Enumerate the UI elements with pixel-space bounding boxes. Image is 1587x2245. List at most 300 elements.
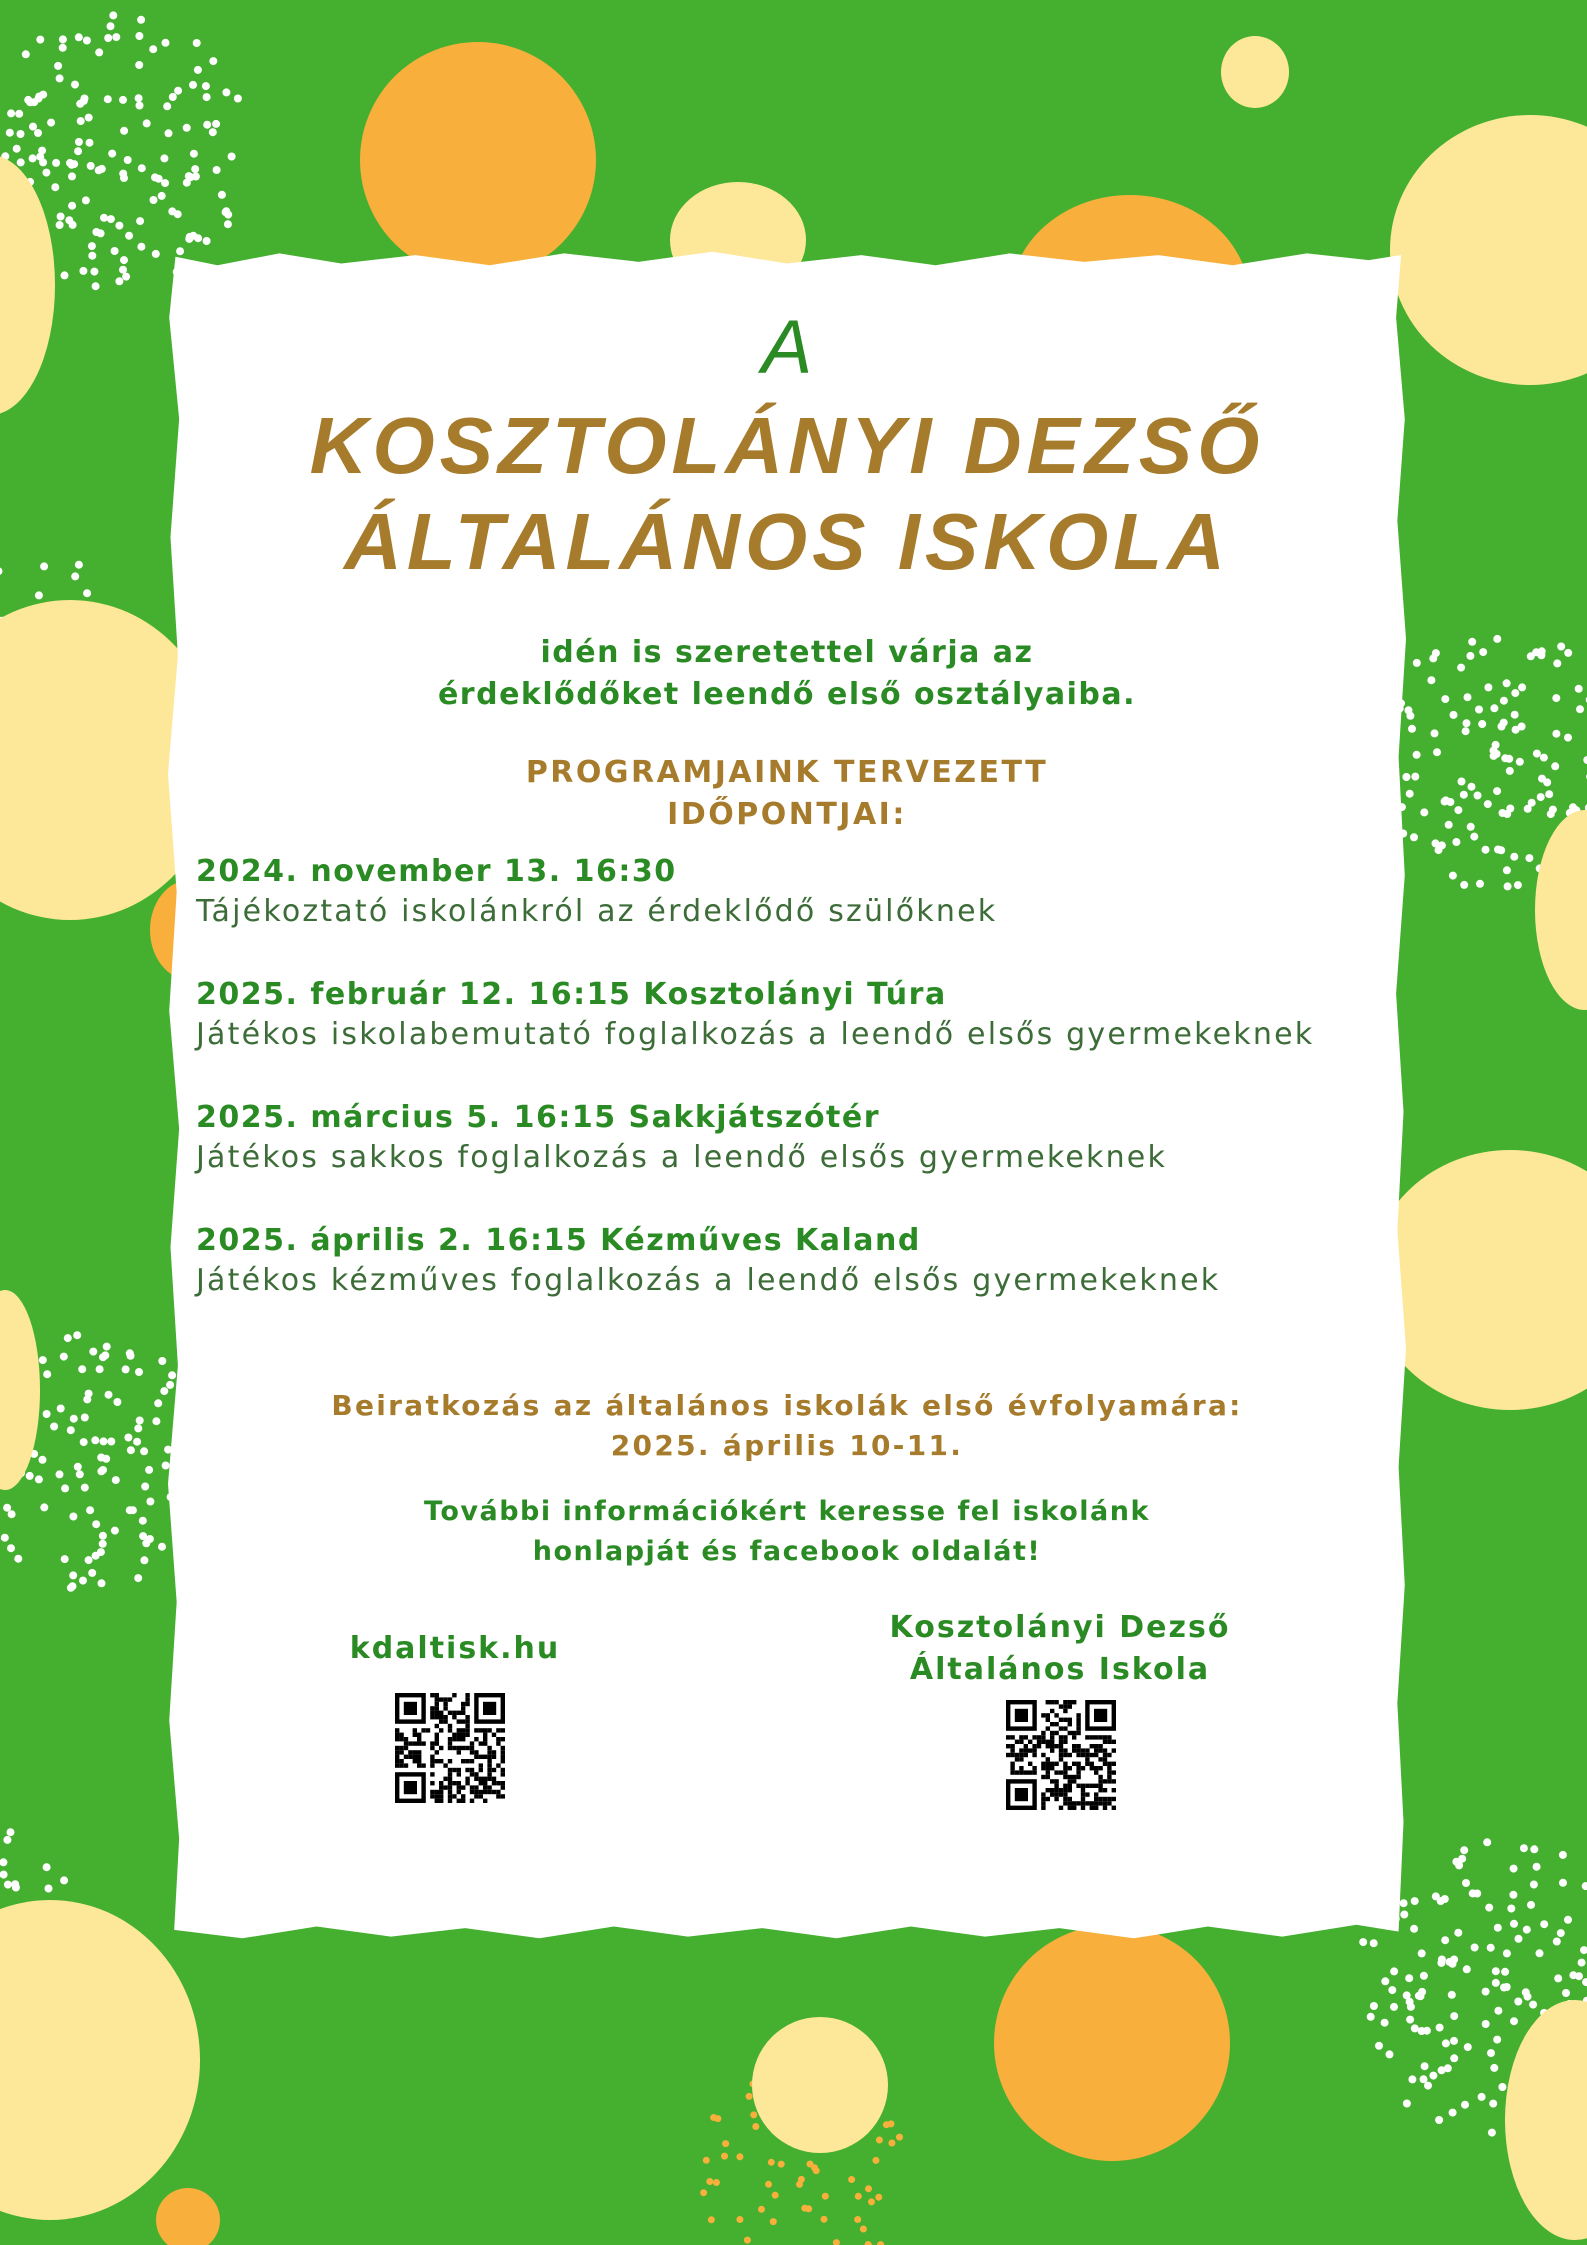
decorative-dot xyxy=(1515,1935,1523,1943)
decorative-dot xyxy=(1492,1967,1500,1975)
decorative-dot xyxy=(3,1836,11,1844)
facebook-label[interactable] xyxy=(840,1607,1280,1691)
decorative-dot xyxy=(1533,1863,1541,1871)
decorative-dot xyxy=(209,128,217,136)
decorative-dot xyxy=(1432,839,1440,847)
decorative-dot xyxy=(83,1395,91,1403)
decorative-dot xyxy=(105,1391,113,1399)
decorative-dot xyxy=(1441,1895,1449,1903)
decorative-dot xyxy=(1417,1992,1425,2000)
decorative-dot xyxy=(54,62,62,70)
event-item xyxy=(196,852,1386,932)
facebook-name-line2[interactable]: Általános Iskola xyxy=(909,1652,1211,1687)
decorative-dot xyxy=(34,129,42,137)
decorative-dot xyxy=(1487,1944,1495,1952)
decorative-dot xyxy=(35,1475,43,1483)
decorative-dot xyxy=(1464,693,1472,701)
decorative-dot xyxy=(158,192,166,200)
decorative-dot xyxy=(135,1368,143,1376)
decorative-dot xyxy=(8,1510,16,1518)
decorative-dot xyxy=(64,1334,72,1342)
decorative-dot xyxy=(1484,800,1492,808)
decorative-dot xyxy=(1444,2064,1452,2072)
website-qr-code[interactable] xyxy=(395,1693,505,1803)
intro-line1: idén is szeretettel várja az xyxy=(540,635,1034,670)
decorative-dot xyxy=(1512,726,1520,734)
decorative-dot xyxy=(39,1356,47,1364)
decorative-dot xyxy=(92,1520,100,1528)
decorative-dot xyxy=(85,114,93,122)
decorative-dot xyxy=(96,1365,104,1373)
decorative-dot xyxy=(140,1447,148,1455)
decorative-dot xyxy=(122,273,130,281)
decorative-dot xyxy=(1551,762,1559,770)
decorative-dot xyxy=(1549,806,1557,814)
decorative-dot xyxy=(68,202,76,210)
decorative-dot xyxy=(746,2093,753,2100)
decorative-dot xyxy=(98,1579,106,1587)
decorative-dot xyxy=(855,2193,862,2200)
decorative-dot xyxy=(896,2134,903,2141)
decorative-dot xyxy=(69,1513,77,1521)
decorative-dot xyxy=(1553,659,1561,667)
decorative-dot xyxy=(142,1539,150,1547)
decorative-dot xyxy=(107,1438,115,1446)
decorative-dot xyxy=(150,196,158,204)
decorative-dot xyxy=(1381,1977,1389,1985)
decorative-dot xyxy=(120,256,128,264)
decorative-dot xyxy=(1559,1851,1567,1859)
decorative-dot xyxy=(1510,2017,1518,2025)
decorative-dot xyxy=(1463,719,1471,727)
decorative-dot xyxy=(1460,1846,1468,1854)
decorative-dot xyxy=(61,1555,69,1563)
decorative-dot xyxy=(1504,882,1512,890)
decorative-dot xyxy=(801,2205,808,2212)
decorative-dot xyxy=(146,1498,154,1506)
decorative-dot xyxy=(101,1351,109,1359)
intro-text xyxy=(168,632,1406,716)
decorative-dot xyxy=(752,2123,759,2130)
decorative-dot xyxy=(43,1863,51,1871)
decorative-dot xyxy=(113,1398,121,1406)
decorative-dot xyxy=(1523,1926,1531,1934)
decorative-dot xyxy=(218,191,226,199)
decorative-dot xyxy=(1464,2043,1472,2051)
decorative-dot xyxy=(11,1880,19,1888)
decorative-dot xyxy=(92,228,100,236)
decorative-dot xyxy=(111,1527,119,1535)
decorative-dot xyxy=(1442,796,1450,804)
decorative-dot xyxy=(90,268,98,276)
decorative-dot xyxy=(7,1544,15,1552)
decorative-dot xyxy=(120,127,128,135)
decorative-dot xyxy=(1420,2075,1428,2083)
decorative-dot xyxy=(222,207,230,215)
decorative-dot xyxy=(135,61,143,69)
decorative-dot xyxy=(1505,755,1513,763)
decorative-dot xyxy=(47,119,55,127)
decorative-dot xyxy=(1400,1911,1408,1919)
decorative-dot xyxy=(1,1534,9,1542)
decorative-dot xyxy=(1511,689,1519,697)
decorative-dot xyxy=(1503,1949,1511,1957)
decorative-dot xyxy=(1474,792,1482,800)
decorative-dot xyxy=(868,2198,875,2205)
decorative-dot xyxy=(865,2185,872,2192)
decorative-dot xyxy=(40,562,48,570)
decorative-dot xyxy=(183,124,191,132)
decorative-dot xyxy=(169,93,177,101)
decorative-dot xyxy=(136,102,144,110)
decorative-dot xyxy=(1553,1938,1561,1946)
decorative-dot xyxy=(888,2120,895,2127)
decorative-dot xyxy=(700,2189,707,2196)
decorative-dot xyxy=(1370,2002,1378,2010)
decorative-dot xyxy=(193,39,201,47)
decorative-dot xyxy=(1400,1899,1408,1907)
decorative-dot xyxy=(115,222,123,230)
decorative-dot xyxy=(67,1584,75,1592)
decorative-dot xyxy=(778,2161,785,2168)
decorative-dot xyxy=(1492,1979,1500,1987)
decorative-dot xyxy=(1485,1904,1493,1912)
decorative-dot xyxy=(137,243,145,251)
decorative-dot xyxy=(29,154,37,162)
decorative-dot xyxy=(1454,806,1462,814)
decorative-dot xyxy=(1500,697,1508,705)
decorative-dot xyxy=(750,2111,757,2118)
decorative-dot xyxy=(7,1828,15,1836)
decorative-dot xyxy=(112,33,120,41)
decorative-dot xyxy=(79,1577,87,1585)
decorative-dot xyxy=(139,1517,147,1525)
decorative-dot xyxy=(1552,694,1560,702)
decorative-dot xyxy=(100,1437,108,1445)
enrollment-notice xyxy=(168,1386,1406,1466)
decorative-dot xyxy=(1468,783,1476,791)
decorative-dot xyxy=(60,1353,68,1361)
decorative-dot xyxy=(713,2179,720,2186)
decorative-dot xyxy=(1483,1838,1491,1846)
decorative-dot xyxy=(1462,727,1470,735)
decorative-dot xyxy=(1429,2072,1437,2080)
facebook-name-line1[interactable]: Kosztolányi Dezső xyxy=(889,1610,1231,1645)
decorative-dot xyxy=(83,37,91,45)
decorative-dot xyxy=(822,2193,829,2200)
decorative-dot xyxy=(56,74,64,82)
decorative-dot xyxy=(736,2153,743,2160)
decorative-dot xyxy=(770,2218,777,2225)
decorative-dot xyxy=(1479,648,1487,656)
decorative-dot xyxy=(81,1484,89,1492)
decorative-dot xyxy=(1484,683,1492,691)
decorative-dot xyxy=(135,32,143,40)
decorative-dot xyxy=(56,1470,64,1478)
decorative-dot xyxy=(758,2206,765,2213)
decorative-dot xyxy=(1413,751,1421,759)
decorative-dot xyxy=(1410,833,1418,841)
decorative-dot xyxy=(137,16,145,24)
decorative-dot xyxy=(141,1483,149,1491)
decorative-dot xyxy=(1437,1959,1445,1967)
decorative-dot xyxy=(1533,750,1541,758)
decorative-dot xyxy=(1454,1929,1462,1937)
decorative-dot xyxy=(1557,643,1565,651)
decorative-dot xyxy=(1499,809,1507,817)
decorative-dot xyxy=(1514,1998,1522,2006)
decorative-dot xyxy=(59,35,67,43)
event-description: Játékos iskolabemutató foglalkozás a leendő elsős gyermekeknek xyxy=(196,1017,1315,1052)
decorative-dot xyxy=(99,1466,107,1474)
orange-blob xyxy=(994,1925,1230,2161)
school-title xyxy=(168,398,1406,590)
decorative-dot xyxy=(1450,2037,1458,2045)
program-heading xyxy=(168,752,1406,836)
decorative-dot xyxy=(60,1876,68,1884)
event-description: Játékos kézműves foglalkozás a leendő elsős gyermekeknek xyxy=(196,1263,1221,1298)
decorative-dot xyxy=(88,252,96,260)
event-date: 2025. február 12. 16:15 Kosztolányi Túra xyxy=(196,977,947,1012)
decorative-dot xyxy=(149,45,157,53)
decorative-dot xyxy=(1461,2101,1469,2109)
decorative-dot xyxy=(79,267,87,275)
decorative-dot xyxy=(1406,790,1414,798)
decorative-dot xyxy=(1506,767,1514,775)
decorative-dot xyxy=(67,1426,75,1434)
decorative-dot xyxy=(88,1569,96,1577)
decorative-dot xyxy=(736,2216,743,2223)
decorative-dot xyxy=(798,2176,805,2183)
decorative-dot xyxy=(88,242,96,250)
decorative-dot xyxy=(125,232,133,240)
decorative-dot xyxy=(1435,2116,1443,2124)
decorative-dot xyxy=(91,1436,99,1444)
decorative-dot xyxy=(1390,1967,1398,1975)
decorative-dot xyxy=(136,217,144,225)
decorative-dot xyxy=(1466,652,1474,660)
decorative-dot xyxy=(138,164,146,172)
decorative-dot xyxy=(136,1417,144,1425)
event-item xyxy=(196,1098,1386,1178)
decorative-dot xyxy=(1367,2013,1375,2021)
decorative-dot xyxy=(1375,2042,1383,2050)
decorative-dot xyxy=(1529,2001,1537,2009)
decorative-dot xyxy=(768,2159,775,2166)
website-url[interactable]: kdaltisk.hu xyxy=(349,1631,561,1666)
decorative-dot xyxy=(234,95,242,103)
decorative-dot xyxy=(1520,1844,1528,1852)
decorative-dot xyxy=(1487,2049,1495,2057)
decorative-dot xyxy=(39,91,47,99)
decorative-dot xyxy=(81,1414,89,1422)
decorative-dot xyxy=(1441,695,1449,703)
decorative-dot xyxy=(811,2164,818,2171)
decorative-dot xyxy=(61,271,69,279)
decorative-dot xyxy=(1418,1949,1426,1957)
decorative-dot xyxy=(3,1504,11,1512)
decorative-dot xyxy=(95,166,103,174)
decorative-dot xyxy=(134,1574,142,1582)
decorative-dot xyxy=(1559,1879,1567,1887)
decorative-dot xyxy=(151,173,159,181)
decorative-dot xyxy=(1403,2100,1411,2108)
decorative-dot xyxy=(1536,1949,1544,1957)
decorative-dot xyxy=(1524,805,1532,813)
decorative-dot xyxy=(165,129,173,137)
decorative-dot xyxy=(1575,685,1583,693)
decorative-dot xyxy=(1408,2075,1416,2083)
decorative-dot xyxy=(1450,2012,1458,2020)
decorative-dot xyxy=(1503,1983,1511,1991)
decorative-dot xyxy=(1527,1901,1535,1909)
decorative-dot xyxy=(1514,881,1522,889)
decorative-dot xyxy=(228,153,236,161)
decorative-dot xyxy=(135,94,143,102)
decorative-dot xyxy=(134,1424,142,1432)
decorative-dot xyxy=(1388,1986,1396,1994)
decorative-dot xyxy=(1482,2020,1490,2028)
decorative-dot xyxy=(1562,1989,1570,1997)
decorative-dot xyxy=(1490,752,1498,760)
decorative-dot xyxy=(83,589,91,597)
decorative-dot xyxy=(104,95,112,103)
facebook-qr-code[interactable] xyxy=(1006,1700,1116,1810)
decorative-dot xyxy=(1569,1971,1577,1979)
website-label[interactable] xyxy=(300,1628,610,1670)
decorative-dot xyxy=(1530,1845,1538,1853)
decorative-dot xyxy=(99,1540,107,1548)
decorative-dot xyxy=(78,1365,86,1373)
decorative-dot xyxy=(4,1881,12,1889)
info-line1: További információkért keresse fel iskolánk xyxy=(424,1496,1150,1527)
decorative-dot xyxy=(1449,2109,1457,2117)
decorative-dot xyxy=(1460,881,1468,889)
decorative-dot xyxy=(1471,1944,1479,1952)
decorative-dot xyxy=(706,2178,713,2185)
decorative-dot xyxy=(42,169,50,177)
decorative-dot xyxy=(888,2140,895,2147)
decorative-dot xyxy=(875,2194,882,2201)
decorative-dot xyxy=(108,150,116,158)
decorative-dot xyxy=(162,39,170,47)
decorative-dot xyxy=(744,2237,751,2244)
decorative-dot xyxy=(119,266,127,274)
decorative-dot xyxy=(194,66,202,74)
decorative-dot xyxy=(1564,1916,1572,1924)
decorative-dot xyxy=(765,2181,772,2188)
decorative-dot xyxy=(1452,1858,1460,1866)
decorative-dot xyxy=(1441,1936,1449,1944)
decorative-dot xyxy=(77,117,85,125)
decorative-dot xyxy=(185,172,193,180)
decorative-dot xyxy=(1452,838,1460,846)
event-description: Játékos sakkos foglalkozás a leendő elsős gyermekeknek xyxy=(196,1140,1168,1175)
decorative-dot xyxy=(70,1415,78,1423)
decorative-dot xyxy=(1478,720,1486,728)
decorative-dot xyxy=(80,1438,88,1446)
decorative-dot xyxy=(854,2216,861,2223)
decorative-dot xyxy=(1421,2062,1429,2070)
decorative-dot xyxy=(51,183,59,191)
decorative-dot xyxy=(1507,1905,1515,1913)
decorative-dot xyxy=(85,1556,93,1564)
event-item xyxy=(196,1221,1386,1301)
decorative-dot xyxy=(104,34,112,42)
intro-line2: érdeklődőket leendő első osztályaiba. xyxy=(437,677,1137,712)
enrollment-line1: Beiratkozás az általános iskolák első évfolyamára: xyxy=(331,1389,1243,1422)
decorative-dot xyxy=(26,1472,34,1480)
decorative-dot xyxy=(75,561,83,569)
decorative-dot xyxy=(1506,805,1514,813)
decorative-dot xyxy=(1463,1965,1471,1973)
decorative-dot xyxy=(722,2140,729,2147)
school-title-line2: ÁLTALÁNOS ISKOLA xyxy=(344,497,1230,586)
yellow-blob xyxy=(752,2017,888,2153)
program-heading-line1: PROGRAMJAINK TERVEZETT xyxy=(525,755,1049,790)
decorative-dot xyxy=(50,1423,58,1431)
decorative-dot xyxy=(1468,638,1476,646)
decorative-dot xyxy=(1509,1891,1517,1899)
decorative-dot xyxy=(1478,2093,1486,2101)
decorative-dot xyxy=(69,1571,77,1579)
decorative-dot xyxy=(97,1548,105,1556)
decorative-dot xyxy=(13,145,21,153)
decorative-dot xyxy=(89,1348,97,1356)
decorative-dot xyxy=(71,572,79,580)
decorative-dot xyxy=(126,1506,134,1514)
decorative-dot xyxy=(1406,2016,1414,2024)
event-item xyxy=(196,975,1386,1055)
decorative-dot xyxy=(1411,773,1419,781)
decorative-dot xyxy=(1457,664,1465,672)
decorative-dot xyxy=(6,129,14,137)
decorative-dot xyxy=(103,1343,111,1351)
title-article: A xyxy=(761,305,813,390)
decorative-dot xyxy=(209,57,217,65)
decorative-dot xyxy=(76,1470,84,1478)
decorative-dot xyxy=(191,165,199,173)
decorative-dot xyxy=(57,1405,65,1413)
decorative-dot xyxy=(848,2176,855,2183)
decorative-dot xyxy=(1564,734,1572,742)
decorative-dot xyxy=(1450,2054,1458,2062)
decorative-dot xyxy=(22,50,30,58)
decorative-dot xyxy=(15,110,23,118)
decorative-dot xyxy=(1557,1929,1565,1937)
event-description: Tájékoztató iskolánkról az érdeklődő szülőknek xyxy=(196,894,998,929)
decorative-dot xyxy=(92,282,100,290)
decorative-dot xyxy=(82,196,90,204)
decorative-dot xyxy=(109,11,117,19)
decorative-dot xyxy=(127,1352,135,1360)
decorative-dot xyxy=(71,81,79,89)
decorative-dot xyxy=(163,102,171,110)
decorative-dot xyxy=(1407,2003,1415,2011)
decorative-dot xyxy=(45,1885,53,1893)
decorative-dot xyxy=(75,33,83,41)
decorative-dot xyxy=(203,121,211,129)
decorative-dot xyxy=(1511,711,1519,719)
decorative-dot xyxy=(1510,1865,1518,1873)
decorative-dot xyxy=(1467,823,1475,831)
decorative-dot xyxy=(1552,730,1560,738)
decorative-dot xyxy=(1423,2027,1431,2035)
decorative-dot xyxy=(708,2216,715,2223)
decorative-dot xyxy=(1564,649,1572,657)
decorative-dot xyxy=(112,1476,120,1484)
decorative-dot xyxy=(40,1503,48,1511)
